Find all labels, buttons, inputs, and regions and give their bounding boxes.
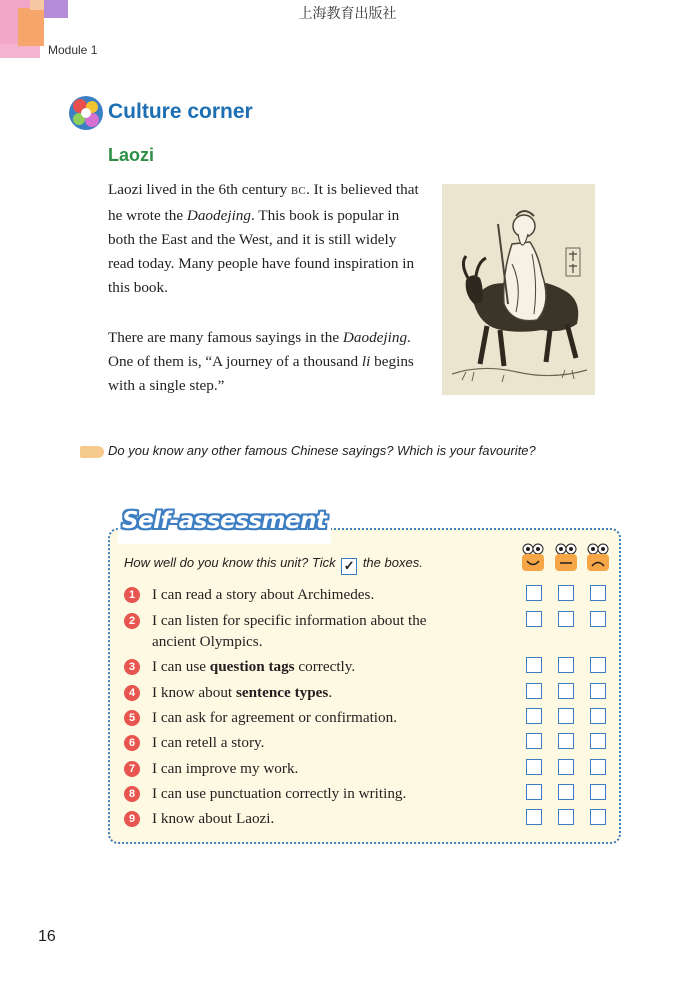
self-assessment-title: Self-assessment — [118, 508, 331, 544]
checkbox-ok[interactable] — [558, 585, 574, 601]
checkbox-ok[interactable] — [558, 809, 574, 825]
checkbox-poor[interactable] — [590, 809, 606, 825]
discussion-question: Do you know any other famous Chinese sayings? Which is your favourite? — [108, 443, 536, 458]
checkbox-poor[interactable] — [590, 708, 606, 724]
checkbox-good[interactable] — [526, 683, 542, 699]
paragraph-2: There are many famous sayings in the Daodejing. One of them is, “A journey of a thousand li begins with a single step.” — [108, 329, 414, 394]
checkbox-ok[interactable] — [558, 759, 574, 775]
article-heading: Laozi — [108, 145, 155, 165]
checkbox-good[interactable] — [526, 708, 542, 724]
checkbox-ok[interactable] — [558, 784, 574, 800]
section-title: Culture corner — [108, 100, 253, 123]
checkbox-ok[interactable] — [558, 708, 574, 724]
checkbox-ok[interactable] — [558, 611, 574, 627]
checkbox-ok[interactable] — [558, 657, 574, 673]
checkbox-ok[interactable] — [558, 733, 574, 749]
assessment-item: 7 I can improve my work. — [124, 758, 504, 779]
assessment-item: 1 I can read a story about Archimedes. — [124, 584, 504, 605]
neutral-face-icon — [553, 543, 579, 573]
assessment-item: 5 I can ask for agreement or confirmation. — [124, 707, 504, 728]
checkbox-ok[interactable] — [558, 683, 574, 699]
checkbox-poor[interactable] — [590, 585, 606, 601]
checkbox-good[interactable] — [526, 585, 542, 601]
checkbox-poor[interactable] — [590, 784, 606, 800]
assessment-item: 3 I can use question tags correctly. — [124, 656, 504, 677]
checkbox-poor[interactable] — [590, 611, 606, 627]
checkbox-poor[interactable] — [590, 683, 606, 699]
laozi-illustration — [442, 184, 595, 395]
discussion-icon — [80, 446, 104, 458]
assessment-item: 2 I can listen for specific information about the ancient Olympics. — [124, 610, 474, 652]
happy-face-icon — [520, 543, 546, 573]
checkbox-good[interactable] — [526, 784, 542, 800]
checkbox-good[interactable] — [526, 733, 542, 749]
checkbox-poor[interactable] — [590, 733, 606, 749]
checkbox-good[interactable] — [526, 657, 542, 673]
assessment-item: 6 I can retell a story. — [124, 732, 504, 753]
checkbox-poor[interactable] — [590, 657, 606, 673]
paragraph-1: Laozi lived in the 6th century BC. It is believed that he wrote the Daodejing. This book is popular in both the East and the West, and it is still widely read today. Many people have found inspiration in this book. — [108, 181, 419, 296]
assessment-item: 8 I can use punctuation correctly in writing. — [124, 783, 504, 804]
globe-icon — [68, 95, 104, 131]
self-assessment-instruction: How well do you know this unit? Tick ✓ the boxes. — [124, 555, 423, 573]
tick-icon: ✓ — [341, 558, 357, 575]
publisher-name: 上海教育出版社 — [298, 6, 397, 22]
assessment-item: 9 I know about Laozi. — [124, 808, 504, 829]
sad-face-icon — [585, 543, 611, 573]
page-number: 16 — [38, 928, 56, 945]
checkbox-good[interactable] — [526, 809, 542, 825]
checkbox-poor[interactable] — [590, 759, 606, 775]
checkbox-good[interactable] — [526, 611, 542, 627]
assessment-item: 4 I know about sentence types. — [124, 682, 504, 703]
module-label: Module 1 — [48, 43, 98, 57]
checkbox-good[interactable] — [526, 759, 542, 775]
